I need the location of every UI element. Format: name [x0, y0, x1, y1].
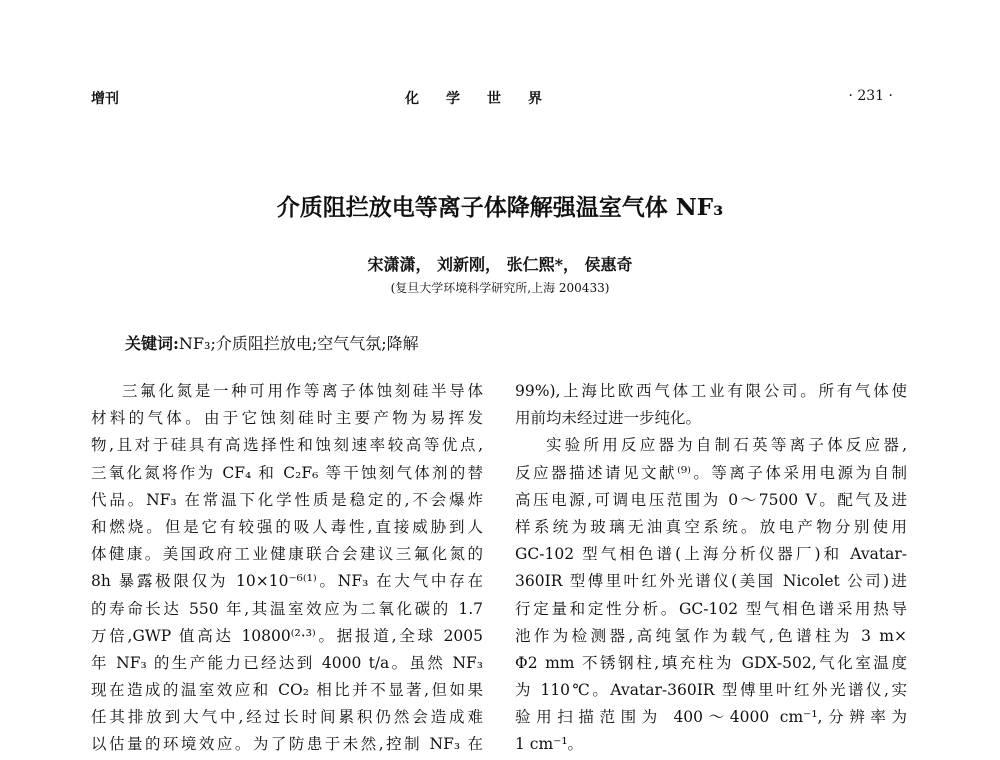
- body-line: 池作为检测器,高纯氢作为载气,色谱柱为 3 m×: [515, 626, 907, 645]
- body-line: 三氧化氮将作为 CF₄ 和 C₂F₆ 等干蚀刻气体剂的替: [91, 463, 483, 482]
- header-page-number: · 231 ·: [848, 88, 893, 104]
- article-affiliation: (复旦大学环境科学研究所,上海 200433): [390, 281, 610, 295]
- keywords-label: 关键词:: [125, 334, 179, 353]
- body-line: 1 cm⁻¹。: [515, 735, 584, 754]
- body-line: 验用扫描范围为 400～4000 cm⁻¹,分辨率为: [515, 708, 907, 727]
- keywords-line: [125, 331, 419, 354]
- body-line: 现在造成的温室效应和 CO₂ 相比并不显著,但如果: [91, 681, 483, 700]
- body-line: 99%),上海比欧西气体工业有限公司。所有气体使: [515, 382, 907, 400]
- body-line: 的寿命长达 550 年,其温室效应为二氧化碳的 1.7: [91, 599, 483, 618]
- body-line: 实验所用反应器为自制石英等离子体反应器,: [546, 436, 907, 455]
- body-line: 行定量和定性分析。GC-102 型气相色谱采用热导: [515, 599, 907, 618]
- body-line: 以估量的环境效应。为了防患于未然,控制 NF₃ 在: [91, 735, 483, 754]
- body-line: 材料的气体。由于它蚀刻硅时主要产物为易挥发: [91, 409, 483, 428]
- body-line: 万倍,GWP 值高达 10800⁽²·³⁾。据报道,全球 2005: [91, 626, 483, 645]
- article-title: 介质阻拦放电等离子体降解强温室气体 NF₃: [276, 194, 724, 221]
- body-line: 用前均未经过进一步纯化。: [515, 409, 702, 428]
- body-line: 三氟化氮是一种可用作等离子体蚀刻硅半导体: [122, 382, 483, 400]
- keywords-text: NF₃;介质阻拦放电;空气气氛;降解: [178, 334, 419, 353]
- header-issue-label: 增刊: [91, 91, 119, 107]
- body-line: 任其排放到大气中,经过长时间累积仍然会造成难: [91, 708, 483, 727]
- body-line: Φ2 mm 不锈钢柱,填充柱为 GDX-502,气化室温度: [515, 653, 907, 672]
- body-column-left: [91, 378, 483, 759]
- header-journal-name: 化学世界: [405, 91, 569, 107]
- running-header: [0, 88, 1000, 110]
- body-column-right: [515, 378, 907, 759]
- body-line: 为 110℃。Avatar-360IR 型傅里叶红外光谱仪,实: [515, 681, 907, 700]
- body-line: 8h 暴露极限仅为 10×10⁻⁶⁽¹⁾。NF₃ 在大气中存在: [91, 572, 483, 591]
- body-line: 体健康。美国政府工业健康联合会建议三氟化氮的: [91, 545, 483, 564]
- body-line: 样系统为玻璃无油真空系统。放电产物分别使用: [515, 517, 907, 536]
- body-line: 年 NF₃ 的生产能力已经达到 4000 t/a。虽然 NF₃: [91, 653, 483, 672]
- body-line: GC-102 型气相色谱(上海分析仪器厂)和 Avatar-: [515, 545, 907, 564]
- body-line: 和燃烧。但是它有较强的吸人毒性,直接威胁到人: [91, 517, 483, 536]
- article-authors: 宋潇潇， 刘新刚， 张仁熙*， 侯惠奇: [367, 255, 633, 274]
- body-line: 物,且对于硅具有高选择性和蚀刻速率较高等优点,: [91, 436, 483, 455]
- body-line: 反应器描述请见文献⁽⁹⁾。等离子体采用电源为自制: [515, 463, 907, 482]
- body-line: 360IR 型傅里叶红外光谱仪(美国 Nicolet 公司)进: [515, 572, 907, 591]
- body-line: 高压电源,可调电压范围为 0～7500 V。配气及进: [515, 490, 907, 509]
- body-line: 代品。NF₃ 在常温下化学性质是稳定的,不会爆炸: [91, 490, 483, 509]
